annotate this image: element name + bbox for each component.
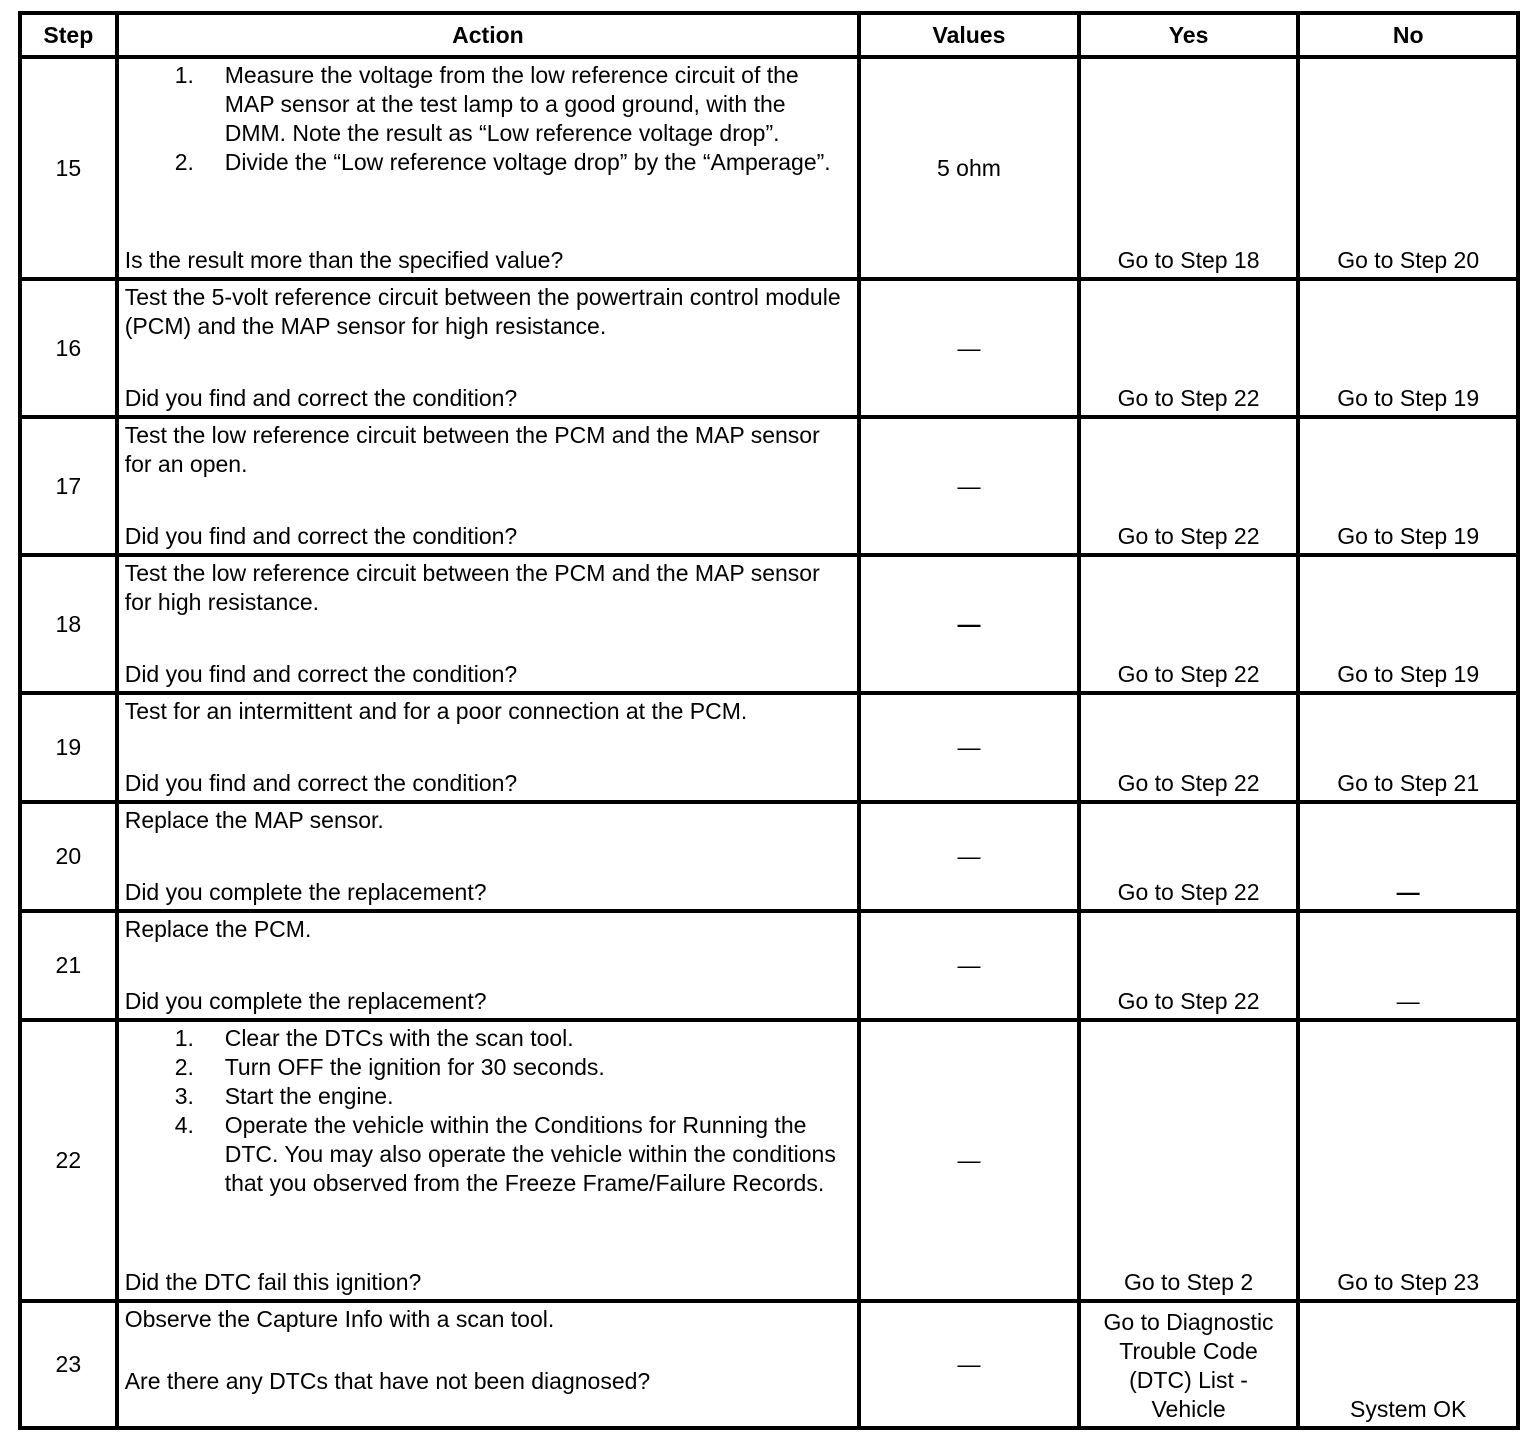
list-item (125, 148, 851, 177)
item-text: Start the engine. (224, 1083, 394, 1109)
values-cell: — (859, 279, 1079, 417)
action-question: Are there any DTCs that have not been diagnosed? (124, 1368, 651, 1394)
list-item (125, 1053, 851, 1082)
step-number: 18 (20, 555, 117, 693)
no-link: — (1396, 879, 1420, 905)
list-item (125, 1024, 851, 1053)
table-row-step-20 (20, 802, 1518, 911)
item-text: Divide the “Low reference voltage drop” by the “Amperage”. (224, 149, 831, 175)
values-cell: — (859, 802, 1079, 911)
action-cell (117, 911, 859, 1020)
action-question: Did you find and correct the condition? (124, 770, 518, 796)
header-row (20, 13, 1518, 57)
action-cell (117, 802, 859, 911)
header-yes: Yes (1079, 13, 1299, 57)
action-cell (117, 417, 859, 555)
header-step: Step (20, 13, 117, 57)
no-cell (1298, 911, 1518, 1020)
yes-cell (1079, 802, 1299, 911)
values-cell: 5 ohm (859, 57, 1079, 279)
step-number: 16 (20, 279, 117, 417)
action-cell (117, 693, 859, 802)
action-question: Did you find and correct the condition? (124, 661, 518, 687)
yes-link: Go to Step 22 (1117, 879, 1260, 905)
action-text: Test the low reference circuit between the PCM and the MAP sensor for high resistance. (124, 560, 820, 615)
action-question: Did you find and correct the condition? (124, 385, 518, 411)
action-text: Test the 5-volt reference circuit between the powertrain control module (PCM) and the MAP sensor for high resistance. (124, 284, 841, 339)
yes-cell (1079, 911, 1299, 1020)
values-cell: — (859, 1301, 1079, 1428)
no-cell (1298, 693, 1518, 802)
yes-cell (1079, 57, 1299, 279)
values-cell: — (859, 417, 1079, 555)
item-number: 2. (174, 149, 194, 175)
no-link: Go to Step 19 (1337, 385, 1480, 411)
item-number: 4. (174, 1112, 194, 1138)
no-link: Go to Step 19 (1337, 661, 1480, 687)
header-action: Action (117, 13, 859, 57)
step-number: 23 (20, 1301, 117, 1428)
action-list (125, 61, 851, 177)
no-link: System OK (1350, 1396, 1467, 1422)
item-number: 1. (174, 1025, 194, 1051)
item-text: Operate the vehicle within the Conditions for Running the DTC. You may also operate the vehicle within the conditions that you observed from the Freeze Frame/Failure Records. (224, 1112, 836, 1196)
list-item (125, 61, 851, 148)
diagnostic-table (18, 11, 1520, 1430)
action-question: Did you complete the replacement? (124, 988, 487, 1014)
table-row-step-22 (20, 1020, 1518, 1301)
no-cell (1298, 279, 1518, 417)
item-number: 3. (174, 1083, 194, 1109)
action-list (125, 1024, 851, 1198)
yes-cell (1079, 555, 1299, 693)
no-link: Go to Step 19 (1337, 523, 1480, 549)
yes-link: Go to Diagnostic Trouble Code (DTC) List - Vehicle (1103, 1309, 1274, 1422)
no-cell (1298, 57, 1518, 279)
action-cell (117, 555, 859, 693)
yes-cell (1079, 693, 1299, 802)
table-row-step-23 (20, 1301, 1518, 1428)
no-cell (1298, 1301, 1518, 1428)
yes-cell (1079, 1301, 1299, 1428)
values-cell: — (859, 1020, 1079, 1301)
action-question: Did you find and correct the condition? (124, 523, 518, 549)
yes-link: Go to Step 22 (1117, 523, 1260, 549)
values-cell: — (859, 693, 1079, 802)
step-number: 15 (20, 57, 117, 279)
action-question: Did you complete the replacement? (124, 879, 487, 905)
no-link: Go to Step 23 (1337, 1269, 1480, 1295)
action-text: Observe the Capture Info with a scan tool. (124, 1306, 555, 1332)
yes-link: Go to Step 22 (1117, 385, 1260, 411)
action-text: Test the low reference circuit between the PCM and the MAP sensor for an open. (124, 422, 820, 477)
yes-cell (1079, 1020, 1299, 1301)
no-link: Go to Step 21 (1337, 770, 1480, 796)
no-cell (1298, 417, 1518, 555)
yes-link: Go to Step 18 (1117, 247, 1260, 273)
action-question: Did the DTC fail this ignition? (124, 1269, 422, 1295)
no-link: Go to Step 20 (1337, 247, 1480, 273)
action-question: Is the result more than the specified value? (124, 247, 564, 273)
no-cell (1298, 802, 1518, 911)
no-link: — (1396, 988, 1420, 1014)
action-cell (117, 1020, 859, 1301)
yes-link: Go to Step 22 (1117, 988, 1260, 1014)
item-number: 1. (174, 62, 194, 88)
yes-link: Go to Step 22 (1117, 661, 1260, 687)
step-number: 22 (20, 1020, 117, 1301)
no-cell (1298, 1020, 1518, 1301)
action-cell (117, 279, 859, 417)
header-no: No (1298, 13, 1518, 57)
action-text: Replace the PCM. (124, 916, 312, 942)
list-item (125, 1111, 851, 1198)
step-number: 20 (20, 802, 117, 911)
item-number: 2. (174, 1054, 194, 1080)
step-number: 19 (20, 693, 117, 802)
table-row-step-19 (20, 693, 1518, 802)
yes-link: Go to Step 2 (1123, 1269, 1254, 1295)
no-cell (1298, 555, 1518, 693)
table-row-step-18 (20, 555, 1518, 693)
action-cell (117, 57, 859, 279)
yes-cell (1079, 279, 1299, 417)
values-cell: — (859, 555, 1079, 693)
action-text: Replace the MAP sensor. (124, 807, 384, 833)
yes-cell (1079, 417, 1299, 555)
step-number: 17 (20, 417, 117, 555)
list-item (125, 1082, 851, 1111)
table-row-step-17 (20, 417, 1518, 555)
item-text: Clear the DTCs with the scan tool. (224, 1025, 574, 1051)
values-cell: — (859, 911, 1079, 1020)
action-text: Test for an intermittent and for a poor connection at the PCM. (124, 698, 748, 724)
yes-link: Go to Step 22 (1117, 770, 1260, 796)
table-row-step-21 (20, 911, 1518, 1020)
item-text: Turn OFF the ignition for 30 seconds. (224, 1054, 605, 1080)
item-text: Measure the voltage from the low reference circuit of the MAP sensor at the test lamp to a good ground, with the DMM. Note the result as “Low reference voltage drop”. (224, 62, 799, 146)
table-row-step-16 (20, 279, 1518, 417)
header-values: Values (859, 13, 1079, 57)
action-cell (117, 1301, 859, 1428)
step-number: 21 (20, 911, 117, 1020)
table-row-step-15 (20, 57, 1518, 279)
